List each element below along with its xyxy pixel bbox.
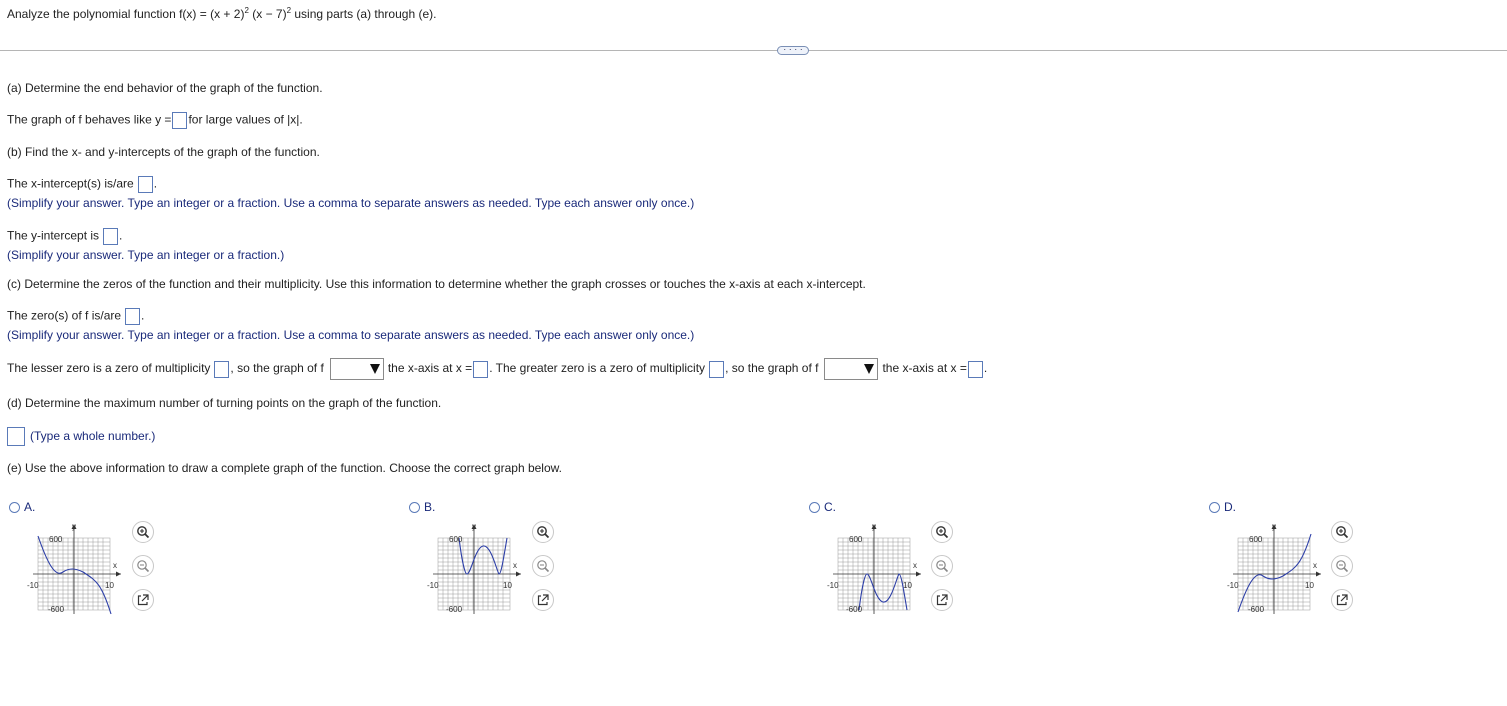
svg-text:x: x	[1313, 561, 1317, 570]
divider	[0, 50, 1507, 51]
zoom-out-d[interactable]	[1331, 555, 1353, 577]
zoom-in-icon	[136, 525, 150, 539]
option-b[interactable]: B.	[409, 500, 435, 514]
y-intercept-input[interactable]	[103, 228, 118, 245]
zeros-line: The zero(s) of f is/are .	[7, 308, 144, 325]
svg-text:10: 10	[105, 581, 114, 590]
svg-text:-600: -600	[1248, 605, 1265, 614]
greater-behavior-dropdown[interactable]	[824, 358, 878, 380]
open-graph-c[interactable]	[931, 589, 953, 611]
lesser-zero-input[interactable]	[473, 361, 488, 378]
open-graph-b[interactable]	[532, 589, 554, 611]
zeros-hint: (Simplify your answer. Type an integer or a fraction. Use a comma to separate answers as needed. Type each answer only once.)	[7, 328, 695, 342]
radio-c[interactable]	[809, 502, 820, 513]
part-c-question: (c) Determine the zeros of the function and their multiplicity. Use this information to determine whether the graph crosses or touches the x-axis at each x-intercept.	[7, 277, 866, 291]
zoom-in-a[interactable]	[132, 521, 154, 543]
graph-a	[25, 522, 135, 616]
problem-statement: Analyze the polynomial function $f(x) = (x + 2)^2$ $(x - 7)^2$ using parts (a) through (e).	[7, 6, 437, 21]
zoom-out-icon	[935, 559, 949, 573]
greater-multiplicity-input[interactable]	[709, 361, 724, 378]
expand-more-button[interactable]: · · · ·	[777, 46, 809, 55]
y-intercept-hint: (Simplify your answer. Type an integer or a fraction.)	[7, 248, 285, 262]
part-b-question: (b) Find the x- and y-intercepts of the graph of the function.	[7, 145, 320, 159]
turning-points-line: (Type a whole number.)	[7, 427, 155, 446]
external-link-icon	[136, 593, 150, 607]
zoom-out-b[interactable]	[532, 555, 554, 577]
external-link-icon	[1335, 593, 1349, 607]
open-graph-d[interactable]	[1331, 589, 1353, 611]
lesser-multiplicity-input[interactable]	[214, 361, 229, 378]
zoom-out-icon	[136, 559, 150, 573]
part-a-question: (a) Determine the end behavior of the graph of the function.	[7, 81, 323, 95]
part-e-question: (e) Use the above information to draw a complete graph of the function. Choose the correct graph below.	[7, 461, 562, 475]
zoom-out-a[interactable]	[132, 555, 154, 577]
graph-c	[825, 522, 935, 616]
turning-points-input[interactable]	[7, 427, 25, 446]
svg-text:x: x	[513, 561, 517, 570]
y-intercept-line: The y-intercept is .	[7, 228, 122, 245]
dropdown-arrow-icon	[864, 364, 874, 374]
svg-text:-10: -10	[1227, 581, 1239, 590]
svg-text:x: x	[913, 561, 917, 570]
dropdown-arrow-icon	[370, 364, 380, 374]
zoom-out-icon	[536, 559, 550, 573]
graph-b	[425, 522, 535, 616]
svg-text:-10: -10	[27, 581, 39, 590]
svg-text:600: 600	[849, 535, 863, 544]
svg-text:-600: -600	[846, 605, 863, 614]
zoom-out-c[interactable]	[931, 555, 953, 577]
svg-text:-10: -10	[427, 581, 439, 590]
external-link-icon	[536, 593, 550, 607]
svg-text:600: 600	[49, 535, 63, 544]
part-d-question: (d) Determine the maximum number of turning points on the graph of the function.	[7, 396, 442, 410]
svg-text:x: x	[113, 561, 117, 570]
svg-text:10: 10	[1305, 581, 1314, 590]
svg-text:600: 600	[449, 535, 463, 544]
option-c[interactable]: C.	[809, 500, 836, 514]
radio-d[interactable]	[1209, 502, 1220, 513]
zoom-in-b[interactable]	[532, 521, 554, 543]
multiplicity-line: The lesser zero is a zero of multiplicity , so the graph of f the x-axis at x = . The greater zero is a zero of multiplicity , so the graph of f the x-axis at x = .	[7, 358, 987, 380]
svg-text:y: y	[72, 522, 76, 531]
svg-text:-10: -10	[827, 581, 839, 590]
end-behavior-line: The graph of f behaves like y = for large values of |x|.	[7, 112, 303, 129]
zoom-out-icon	[1335, 559, 1349, 573]
zeros-input[interactable]	[125, 308, 140, 325]
lesser-behavior-dropdown[interactable]	[330, 358, 384, 380]
zoom-in-c[interactable]	[931, 521, 953, 543]
graph-d	[1225, 522, 1335, 616]
x-intercept-line: The x-intercept(s) is/are .	[7, 176, 157, 193]
radio-a[interactable]	[9, 502, 20, 513]
end-behavior-input[interactable]	[172, 112, 187, 129]
external-link-icon	[935, 593, 949, 607]
svg-text:-600: -600	[446, 605, 463, 614]
svg-text:600: 600	[1249, 535, 1263, 544]
option-d[interactable]: D.	[1209, 500, 1236, 514]
zoom-in-d[interactable]	[1331, 521, 1353, 543]
option-a[interactable]: A.	[9, 500, 35, 514]
svg-text:10: 10	[903, 581, 912, 590]
x-intercept-hint: (Simplify your answer. Type an integer or a fraction. Use a comma to separate answers as needed. Type each answer only once.)	[7, 196, 695, 210]
svg-text:y: y	[1272, 522, 1276, 531]
greater-zero-input[interactable]	[968, 361, 983, 378]
zoom-in-icon	[536, 525, 550, 539]
radio-b[interactable]	[409, 502, 420, 513]
svg-text:-600: -600	[48, 605, 65, 614]
svg-text:y: y	[472, 522, 476, 531]
svg-text:10: 10	[503, 581, 512, 590]
zoom-in-icon	[935, 525, 949, 539]
x-intercept-input[interactable]	[138, 176, 153, 193]
open-graph-a[interactable]	[132, 589, 154, 611]
zoom-in-icon	[1335, 525, 1349, 539]
svg-text:y: y	[872, 522, 876, 531]
